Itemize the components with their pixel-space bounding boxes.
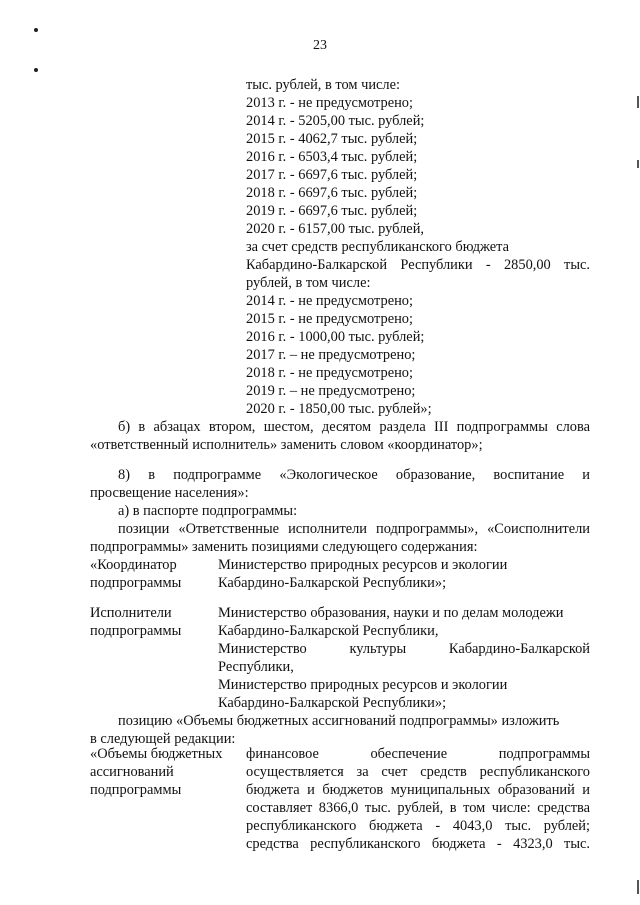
volumes-value: осуществляется за счет средств республиканского — [246, 764, 590, 780]
budget-line: 2019 г. – не предусмотрено; — [246, 383, 416, 399]
volumes-value: бюджета и бюджетов муниципальных образований и — [246, 782, 590, 798]
executors-value: Республики, — [218, 659, 294, 675]
volumes-label: ассигнований — [90, 764, 174, 780]
budget-line: рублей, в том числе: — [246, 275, 371, 291]
item-8-line: 8) в подпрограмме «Экологическое образование, воспитание и — [118, 467, 590, 483]
coordinator-value: Министерство природных ресурсов и экологии — [218, 557, 508, 573]
budget-line: за счет средств республиканского бюджета — [246, 239, 510, 255]
executors-value: Кабардино-Балкарской Республики, — [218, 623, 439, 639]
executors-value: Кабардино-Балкарской Республики»; — [218, 695, 447, 711]
item-8-line: просвещение населения»: — [90, 485, 249, 501]
volumes-intro-line: позицию «Объемы бюджетных ассигнований подпрограммы» изложить — [118, 713, 560, 729]
budget-line: 2013 г. - не предусмотрено; — [246, 95, 413, 111]
budget-line: 2020 г. - 6157,00 тыс. рублей, — [246, 221, 424, 237]
budget-line: 2017 г. - 6697,6 тыс. рублей; — [246, 167, 418, 183]
executors-value: Министерство образования, науки и по делам молодежи — [218, 605, 564, 621]
budget-line: 2016 г. - 6503,4 тыс. рублей; — [246, 149, 418, 165]
budget-line: 2019 г. - 6697,6 тыс. рублей; — [246, 203, 418, 219]
budget-line: 2018 г. - не предусмотрено; — [246, 365, 413, 381]
budget-line: 2018 г. - 6697,6 тыс. рублей; — [246, 185, 418, 201]
budget-line: Кабардино-Балкарской Республики - 2850,00 тыс. — [246, 257, 590, 273]
volumes-label: подпрограммы — [90, 782, 182, 798]
scan-edge-mark — [637, 96, 639, 108]
coordinator-label: «Координатор — [90, 557, 177, 573]
executors-label: подпрограммы — [90, 623, 182, 639]
scan-dot — [34, 68, 38, 72]
budget-line: 2015 г. - не предусмотрено; — [246, 311, 413, 327]
budget-line: тыс. рублей, в том числе: — [246, 77, 400, 93]
paragraph-b-line: б) в абзацах втором, шестом, десятом раздела III подпрограммы слова — [118, 419, 590, 435]
volumes-value: составляет 8366,0 тыс. рублей, в том числе: средства — [246, 800, 590, 816]
scan-edge-mark — [637, 880, 639, 894]
coordinator-value: Кабардино-Балкарской Республики»; — [218, 575, 447, 591]
executors-value: Министерство природных ресурсов и экологии — [218, 677, 508, 693]
positions-line: подпрограммы» заменить позициями следующего содержания: — [90, 539, 478, 555]
coordinator-label: подпрограммы — [90, 575, 182, 591]
budget-line: 2017 г. – не предусмотрено; — [246, 347, 416, 363]
positions-line: позиции «Ответственные исполнители подпрограммы», «Соисполнители — [118, 521, 590, 537]
volumes-value: финансовое обеспечение подпрограммы — [246, 746, 590, 762]
volumes-label: «Объемы бюджетных — [90, 746, 223, 762]
budget-line: 2015 г. - 4062,7 тыс. рублей; — [246, 131, 418, 147]
scan-dot — [34, 28, 38, 32]
budget-line: 2014 г. - не предусмотрено; — [246, 293, 413, 309]
item-a-line: а) в паспорте подпрограммы: — [118, 503, 298, 519]
executors-label: Исполнители — [90, 605, 172, 621]
volumes-intro-line: в следующей редакции: — [90, 731, 236, 747]
paragraph-b-line: «ответственный исполнитель» заменить словом «координатор»; — [90, 437, 483, 453]
scan-edge-mark — [637, 160, 639, 168]
budget-line: 2014 г. - 5205,00 тыс. рублей; — [246, 113, 425, 129]
volumes-value: республиканского бюджета - 4043,0 тыс. рублей; — [246, 818, 590, 834]
volumes-value: средства республиканского бюджета - 4323,0 тыс. — [246, 836, 590, 852]
budget-line: 2016 г. - 1000,00 тыс. рублей; — [246, 329, 425, 345]
page-number: 23 — [313, 38, 327, 53]
executors-value: Министерство культуры Кабардино-Балкарской — [218, 641, 590, 657]
budget-line: 2020 г. - 1850,00 тыс. рублей»; — [246, 401, 432, 417]
